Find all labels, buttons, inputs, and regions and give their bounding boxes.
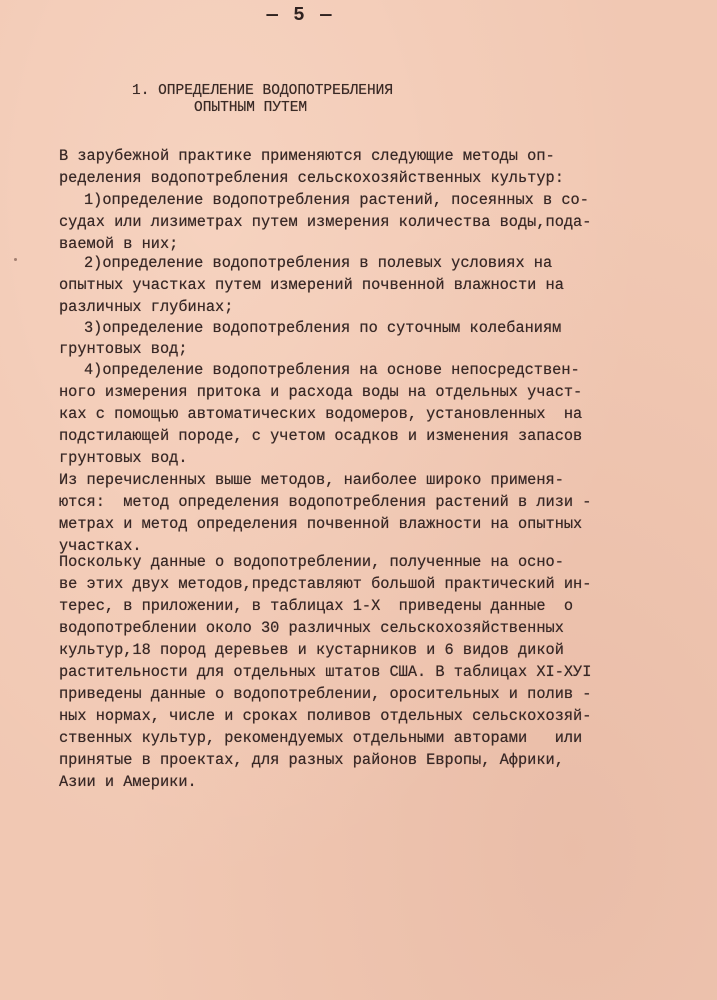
text-line: терес, в приложении, в таблицах 1-Х приведены данные о xyxy=(59,597,574,615)
text-line: приведены данные о водопотреблении, оросительных и полив - xyxy=(59,685,592,703)
text-line: Поскольку данные о водопотреблении, полученные на осно- xyxy=(59,553,564,571)
text-line: растительности для отдельных штатов США. В таблицах ХI-ХУI xyxy=(59,663,592,681)
text-line: различных глубинах; xyxy=(59,298,234,316)
text-line: культур,18 пород деревьев и кустарников и 6 видов дикой xyxy=(59,641,564,659)
text-line: ного измерения притока и расхода воды на отдельных участ- xyxy=(59,383,583,401)
section-heading-line-1: 1. ОПРЕДЕЛЕНИЕ ВОДОПОТРЕБЛЕНИЯ xyxy=(132,83,394,99)
text-line: 4)определение водопотребления на основе непосредствен- xyxy=(84,361,580,379)
text-line: ются: метод определения водопотребления растений в лизи - xyxy=(59,493,592,511)
section-heading xyxy=(132,83,432,117)
text-line: ве этих двух методов,представляют большой практический ин- xyxy=(59,575,592,593)
text-line: ваемой в них; xyxy=(59,235,179,253)
text-line: водопотреблении около 30 различных сельскохозяйственных xyxy=(59,619,564,637)
text-line: Из перечисленных выше методов, наиболее широко применя- xyxy=(59,471,564,489)
text-line: Азии и Америки. xyxy=(59,773,197,791)
section-heading-line-2: ОПЫТНЫМ ПУТЕМ xyxy=(194,100,308,116)
text-line: грунтовых вод. xyxy=(59,449,188,467)
text-line: 1)определение водопотребления растений, посеянных в со- xyxy=(84,191,589,209)
text-line: 2)определение водопотребления в полевых условиях на xyxy=(84,254,553,272)
text-line: ственных культур, рекомендуемых отдельными авторами или xyxy=(59,729,583,747)
text-line: 3)определение водопотребления по суточным колебаниям xyxy=(84,319,562,337)
text-line: опытных участках путем измерений почвенной влажности на xyxy=(59,276,564,294)
text-line: ках с помощью автоматических водомеров, установленных на xyxy=(59,405,583,423)
text-line: принятые в проектах, для разных районов Европы, Африки, xyxy=(59,751,564,769)
paper-speck xyxy=(14,258,17,261)
text-line: грунтовых вод; xyxy=(59,340,188,358)
text-line: участках. xyxy=(59,537,142,555)
text-line: ных нормах, числе и сроках поливов отдельных сельскохозяй- xyxy=(59,707,592,725)
text-line: судах или лизиметрах путем измерения количества воды,пода- xyxy=(59,213,592,231)
page-number: — 5 — xyxy=(266,4,334,26)
text-line: ределения водопотребления сельскохозяйственных культур: xyxy=(59,169,564,187)
text-line: метрах и метод определения почвенной влажности на опытных xyxy=(59,515,583,533)
text-line: подстилающей породе, с учетом осадков и изменения запасов xyxy=(59,427,583,445)
text-line: В зарубежной практике применяются следующие методы оп- xyxy=(59,147,555,165)
